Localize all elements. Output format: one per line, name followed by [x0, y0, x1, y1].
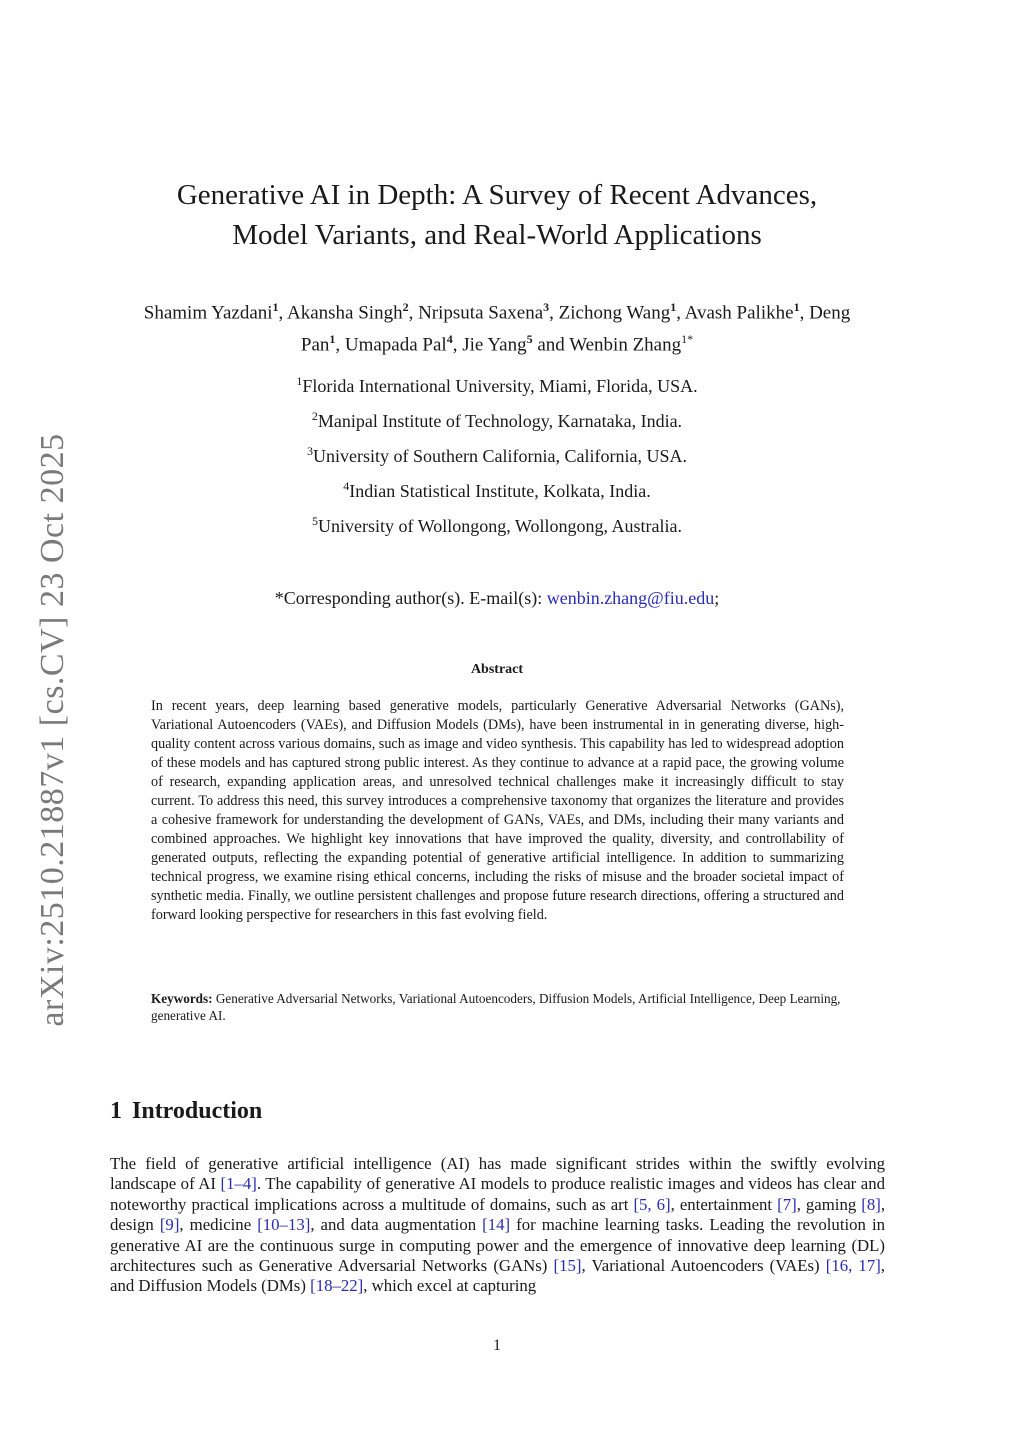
- author-affiliation-mark: 4: [446, 332, 453, 347]
- intro-text: , medicine: [179, 1215, 258, 1235]
- intro-text: , Variational Autoencoders (VAEs): [581, 1256, 826, 1276]
- paper-title: [120, 175, 874, 255]
- title-line-1: Generative AI in Depth: A Survey of Recent Advances,: [176, 179, 818, 211]
- intro-text: for machine learning tasks. Leading the revolution in generative AI are the continuous surge in computing power and the emergence of innovative deep learning (DL) architectures such as Generative Adversarial Networks (GANs): [110, 1215, 885, 1276]
- affiliation: [130, 474, 864, 503]
- intro-text: , design: [110, 1194, 886, 1235]
- affiliation: [130, 439, 864, 468]
- author-separator: ,: [335, 334, 345, 356]
- author-affiliation-mark: 5: [526, 332, 533, 347]
- keywords-label: Keywords:: [151, 991, 213, 1006]
- section-number: 1: [110, 1098, 122, 1124]
- author-list: [130, 294, 864, 359]
- affiliation: [130, 369, 864, 398]
- title-line-2: Model Variants, and Real-World Applications: [232, 219, 762, 251]
- keywords-text: Generative Adversarial Networks, Variational Autoencoders, Diffusion Models, Artificial Intelligence, Deep Learning, generative AI.: [151, 991, 841, 1023]
- author-affiliation-mark: 1: [329, 332, 336, 347]
- author-separator: ,: [278, 302, 287, 324]
- author-affiliation-mark: 1: [670, 300, 677, 314]
- author-affiliation-mark: 3: [543, 300, 550, 314]
- author-name: Deng Pan: [300, 302, 851, 356]
- intro-text: . The capability of generative AI models to produce realistic images and videos has clear and noteworthy practical implications across a multitude of domains, such as art: [110, 1174, 885, 1214]
- author-separator: ,: [676, 302, 685, 324]
- section-title: Introduction: [132, 1098, 263, 1124]
- affiliation-text: University of Wollongong, Wollongong, Australia.: [318, 516, 682, 536]
- citation-link[interactable]: [7]: [777, 1194, 797, 1214]
- affiliation-mark: 1: [296, 374, 303, 388]
- corresponding-suffix: ;: [714, 588, 720, 608]
- affiliation-text: University of Southern California, California, USA.: [313, 446, 687, 466]
- author-separator: and: [532, 334, 570, 356]
- author-affiliation-mark: 1: [793, 300, 800, 314]
- affiliation-text: Indian Statistical Institute, Kolkata, India.: [349, 481, 651, 501]
- affiliation-mark: 2: [311, 409, 318, 423]
- section-heading: [110, 1098, 262, 1125]
- citation-link[interactable]: [10–13]: [257, 1215, 311, 1235]
- author-name: Akansha Singh: [287, 302, 403, 324]
- corresponding-label: *Corresponding author(s). E-mail(s):: [274, 588, 543, 608]
- keywords: [151, 990, 844, 1024]
- citation-link[interactable]: [9]: [159, 1215, 180, 1235]
- corresponding-author: [130, 586, 864, 610]
- affiliation-text: Florida International University, Miami, Florida, USA.: [302, 376, 698, 396]
- intro-text: , and data augmentation: [310, 1215, 483, 1235]
- citation-link[interactable]: [16, 17]: [825, 1256, 881, 1276]
- introduction-paragraph: [110, 1154, 885, 1297]
- author-separator: ,: [549, 302, 559, 324]
- affiliation: [130, 404, 864, 433]
- intro-text: , which excel at capturing: [363, 1276, 537, 1296]
- author-separator: ,: [408, 302, 419, 324]
- author-separator: ,: [452, 334, 463, 356]
- author-name: Shamim Yazdani: [143, 302, 273, 324]
- affiliation-mark: 5: [312, 514, 319, 528]
- intro-text: , entertainment: [670, 1194, 778, 1214]
- citation-link[interactable]: [15]: [553, 1256, 582, 1276]
- affiliation: [130, 509, 864, 538]
- author-name: Zichong Wang: [558, 302, 671, 324]
- author-affiliation-mark: 1*: [681, 332, 694, 347]
- author-affiliation-mark: 1: [272, 300, 279, 314]
- author-name: Umapada Pal: [344, 334, 447, 356]
- citation-link[interactable]: [5, 6]: [633, 1194, 671, 1214]
- abstract-text: In recent years, deep learning based generative models, particularly Generative Adversarial Networks (GANs), Variational Autoencoders (VAEs), and Diffusion Models (DMs), have been instrumental in in generating diverse, high-quality content across various domains, such as image and video synthesis. This capability has led to widespread adoption of these models and has captured strong public interest. As they continue to advance at a rapid pace, the growing volume of research, expanding application areas, and unresolved technical challenges make it increasingly difficult to stay current. To address this need, this survey introduces a comprehensive taxonomy that organizes the literature and provides a cohesive framework for understanding the development of GANs, VAEs, and DMs, including their many variants and combined approaches. We highlight key innovations that have improved the quality, diversity, and controllability of generated outputs, reflecting the expanding potential of generative artificial intelligence. In addition to summarizing technical progress, we examine rising ethical concerns, including the risks of misuse and the broader societal impact of synthetic media. Finally, we outline persistent challenges and propose future research directions, offering a structured and forward looking perspective for researchers in this fast evolving field.: [151, 698, 844, 923]
- arxiv-stamp: arXiv:2510.21887v1 [cs.CV] 23 Oct 2025: [34, 433, 71, 1027]
- citation-link[interactable]: [1–4]: [220, 1174, 257, 1194]
- author-name: Nripsuta Saxena: [418, 302, 544, 324]
- author-separator: ,: [799, 302, 810, 324]
- citation-link[interactable]: [14]: [482, 1215, 511, 1235]
- citation-link[interactable]: [8]: [861, 1194, 881, 1214]
- affiliation-mark: 3: [307, 444, 314, 458]
- intro-text: , gaming: [796, 1194, 862, 1214]
- affiliation-text: Manipal Institute of Technology, Karnataka, India.: [317, 411, 683, 431]
- author-name: Wenbin Zhang: [569, 334, 682, 356]
- affiliation-mark: 4: [343, 479, 350, 493]
- email-link[interactable]: wenbin.zhang@fiu.edu: [546, 588, 715, 608]
- author-name: Avash Palikhe: [684, 302, 794, 324]
- abstract-heading: Abstract: [470, 662, 524, 677]
- author-affiliation-mark: 2: [402, 300, 409, 314]
- intro-text: The field of generative artificial intelligence (AI) has made significant strides within the swiftly evolving landscape of AI: [110, 1154, 885, 1194]
- citation-link[interactable]: [18–22]: [310, 1276, 364, 1296]
- author-name: Jie Yang: [462, 334, 527, 356]
- intro-text: , and Diffusion Models (DMs): [110, 1256, 885, 1296]
- page-number: 1: [493, 1337, 501, 1354]
